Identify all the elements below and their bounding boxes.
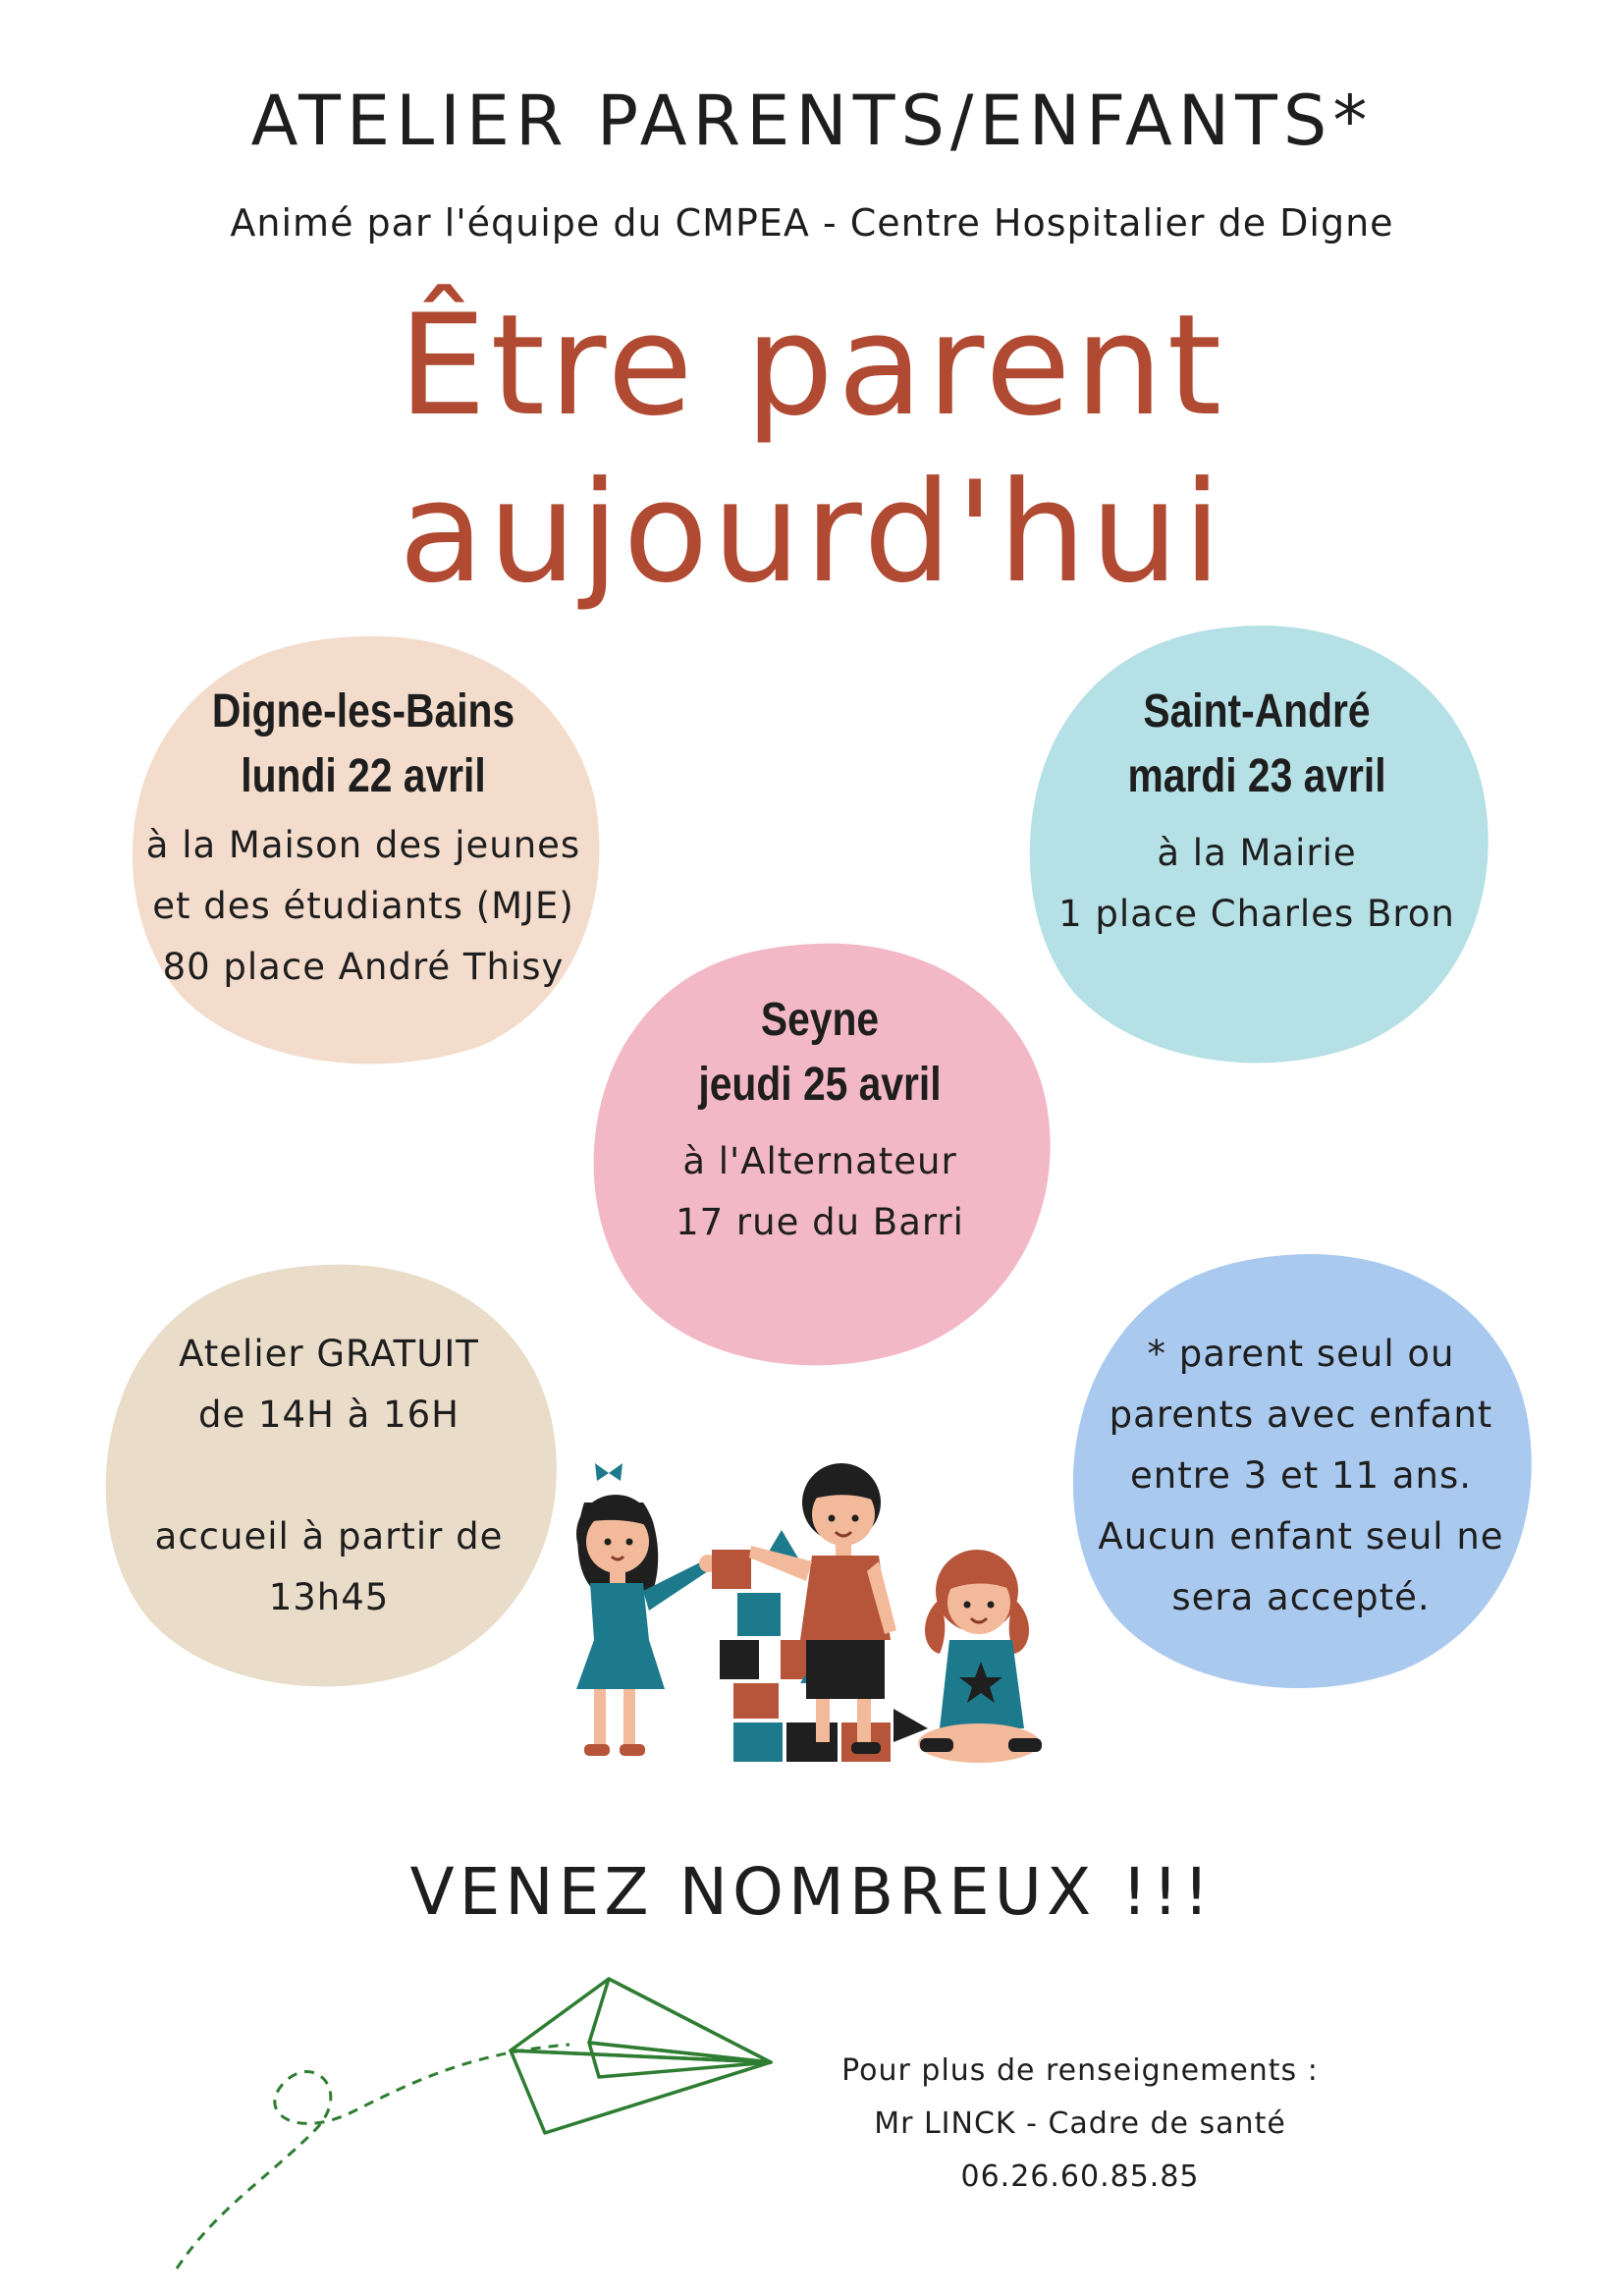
header-title: ATELIER PARENTS/ENFANTS* xyxy=(250,81,1374,161)
contact-phone: 06.26.60.85.85 xyxy=(960,2159,1200,2194)
note-line: parents avec enfant xyxy=(1109,1394,1493,1436)
note-line: sera accepté. xyxy=(1171,1576,1431,1618)
contact-block xyxy=(766,2045,1394,2204)
paper-plane-icon xyxy=(157,1974,785,2278)
closing-message: VENEZ NOMBREUX !!! xyxy=(409,1854,1215,1930)
session-saint-andre xyxy=(1021,680,1492,945)
info-line: accueil à partir de xyxy=(154,1515,504,1558)
session-date: jeudi 25 avril xyxy=(698,1059,942,1111)
session-date: mardi 23 avril xyxy=(1127,750,1386,802)
children-playing-illustration xyxy=(555,1444,1065,1777)
session-line: 1 place Charles Bron xyxy=(1058,893,1455,935)
session-city: Saint-André xyxy=(1143,685,1371,738)
girl-right-figure xyxy=(918,1550,1042,1763)
info-line: de 14H à 16H xyxy=(197,1394,460,1436)
session-date: lundi 22 avril xyxy=(241,750,486,802)
main-title-line2: aujourd'hui xyxy=(399,452,1225,614)
info-line: Atelier GRATUIT xyxy=(179,1333,479,1375)
note-line: * parent seul ou xyxy=(1147,1333,1455,1375)
session-line: et des étudiants (MJE) xyxy=(152,885,574,927)
contact-person: Mr LINCK - Cadre de santé xyxy=(874,2106,1286,2141)
session-line: 17 rue du Barri xyxy=(676,1201,964,1243)
contact-heading: Pour plus de renseignements : xyxy=(841,2053,1319,2088)
main-title-line1: Être parent xyxy=(398,285,1226,447)
header-subtitle: Animé par l'équipe du CMPEA - Centre Hospitalier de Digne xyxy=(230,201,1394,245)
info-line: 13h45 xyxy=(268,1576,390,1618)
session-seyne xyxy=(584,988,1056,1253)
note-line: entre 3 et 11 ans. xyxy=(1130,1454,1472,1497)
session-digne xyxy=(118,680,609,998)
session-line: à la Maison des jeunes xyxy=(145,824,581,866)
session-city: Digne-les-Bains xyxy=(211,685,515,738)
session-line: à l'Alternateur xyxy=(682,1140,957,1182)
session-line: à la Mairie xyxy=(1157,832,1357,874)
session-city: Seyne xyxy=(760,994,880,1046)
note-bubble xyxy=(1065,1324,1537,1628)
session-line: 80 place André Thisy xyxy=(162,946,565,988)
girl-left-figure xyxy=(576,1463,717,1756)
note-line: Aucun enfant seul ne xyxy=(1098,1515,1504,1558)
info-bubble xyxy=(98,1324,560,1628)
